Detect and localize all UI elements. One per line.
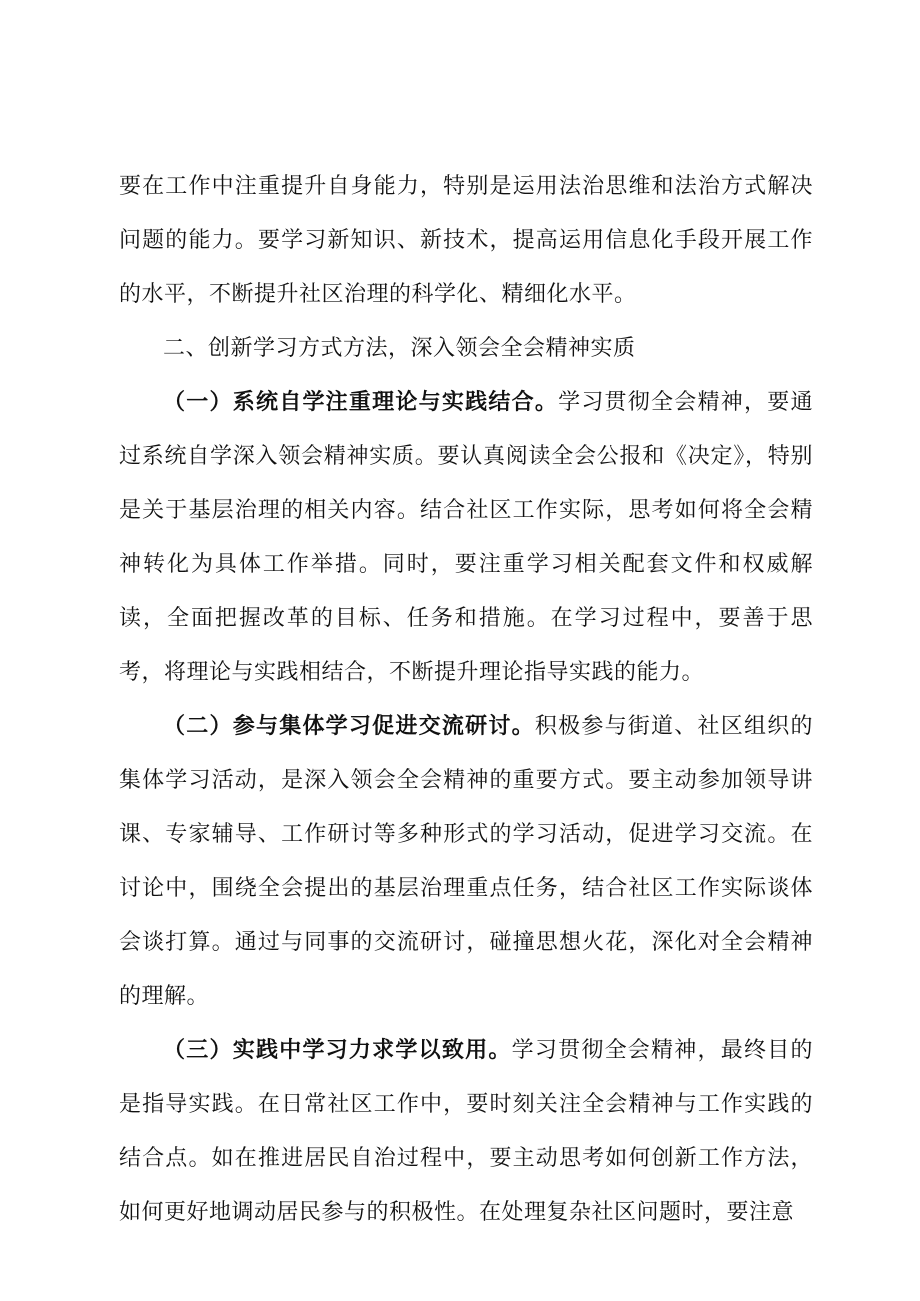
document-body bbox=[119, 160, 813, 1240]
subsection-lead-2: （二）参与集体学习促进交流研讨。 bbox=[163, 714, 535, 739]
subsection-lead-3: （三）实践中学习力求学以致用。 bbox=[163, 1038, 512, 1063]
subsection-body-3: 学习贯彻全会精神，最终目的是指导实践。在日常社区工作中，要时刻关注全会精神与工作实践的结合点。如在推进居民自治过程中，要主动思考如何创新工作方法，如何更好地调动居民参与的积极性。在处理复杂社区问题时，要注意 bbox=[119, 1038, 813, 1225]
subsection-lead-1: （一）系统自学注重理论与实践结合。 bbox=[163, 390, 559, 415]
subsection-paragraph-2 bbox=[119, 700, 813, 1024]
section-heading: 二、创新学习方式方法，深入领会全会精神实质 bbox=[163, 336, 636, 361]
intro-paragraph: 要在工作中注重提升自身能力，特别是运用法治思维和法治方式解决问题的能力。要学习新知识、新技术，提高运用信息化手段开展工作的水平，不断提升社区治理的科学化、精细化水平。 bbox=[119, 174, 813, 307]
subsection-paragraph-1 bbox=[119, 376, 813, 700]
subsection-body-2: 积极参与街道、社区组织的集体学习活动，是深入领会全会精神的重要方式。要主动参加领导讲课、专家辅导、工作研讨等多种形式的学习活动，促进学习交流。在讨论中，围绕全会提出的基层治理重点任务，结合社区工作实际谈体会谈打算。通过与同事的交流研讨，碰撞思想火花，深化对全会精神的理解。 bbox=[119, 714, 813, 1009]
subsection-paragraph-3 bbox=[119, 1024, 813, 1240]
subsection-body-1: 学习贯彻全会精神，要通过系统自学深入领会精神实质。要认真阅读全会公报和《决定》，特别是关于基层治理的相关内容。结合社区工作实际，思考如何将全会精神转化为具体工作举措。同时，要注重学习相关配套文件和权威解读，全面把握改革的目标、任务和措施。在学习过程中，要善于思考，将理论与实践相结合，不断提升理论指导实践的能力。 bbox=[119, 390, 813, 685]
